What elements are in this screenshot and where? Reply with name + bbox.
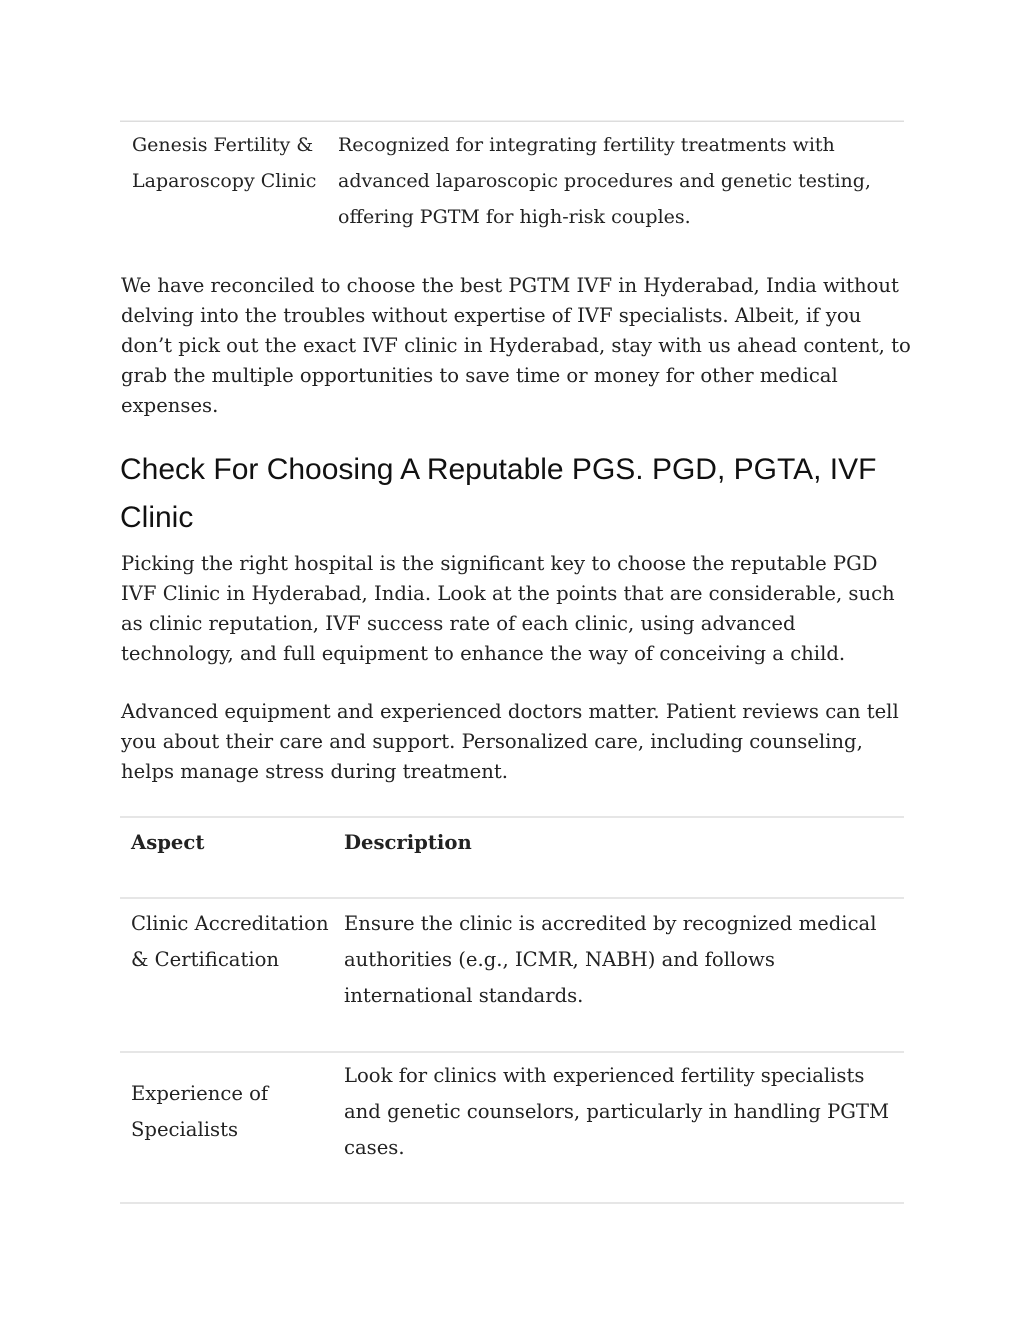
table-row <box>120 1051 904 1204</box>
clinic-table <box>120 121 904 235</box>
table-row <box>120 897 904 1051</box>
table-row <box>120 122 904 235</box>
intro-paragraph: We have reconciled to choose the best PGTM IVF in Hyderabad, India without delving into the troubles without expertise of IVF specialists. Albeit, if you don’t pick out the exact IVF clinic in Hyderabad, stay with us ahead content, to grab the multiple opportunities to save time or money for other medical expenses. <box>121 274 911 417</box>
aspect-cell: Clinic Accreditation & Certification <box>131 912 329 971</box>
description-cell: Look for clinics with experienced fertility specialists and genetic counselors, particularly in handling PGTM cases. <box>344 1064 890 1159</box>
description-header: Description <box>344 831 472 854</box>
aspect-header: Aspect <box>131 831 205 854</box>
description-cell: Ensure the clinic is accredited by recognized medical authorities (e.g., ICMR, NABH) and follows international standards. <box>344 912 877 1007</box>
aspect-table <box>120 816 904 1204</box>
table-header-row <box>120 816 904 897</box>
advanced-paragraph: Advanced equipment and experienced doctors matter. Patient reviews can tell you about their care and support. Personalized care, including counseling, helps manage stress during treatment. <box>121 700 899 783</box>
clinic-description-cell: Recognized for integrating fertility treatments with advanced laparoscopic procedures and genetic testing, offering PGTM for high-risk couples. <box>338 134 871 228</box>
section-heading: Check For Choosing A Reputable PGS. PGD, PGTA, IVF Clinic <box>120 453 877 534</box>
clinic-name-cell: Genesis Fertility & Laparoscopy Clinic <box>132 134 317 192</box>
aspect-cell: Experience of Specialists <box>131 1082 269 1141</box>
picking-paragraph: Picking the right hospital is the significant key to choose the reputable PGD IVF Clinic in Hyderabad, India. Look at the points that are considerable, such as clinic reputation, IVF success rate of each clinic, using advanced technology, and full equipment to enhance the way of conceiving a child. <box>121 552 895 665</box>
